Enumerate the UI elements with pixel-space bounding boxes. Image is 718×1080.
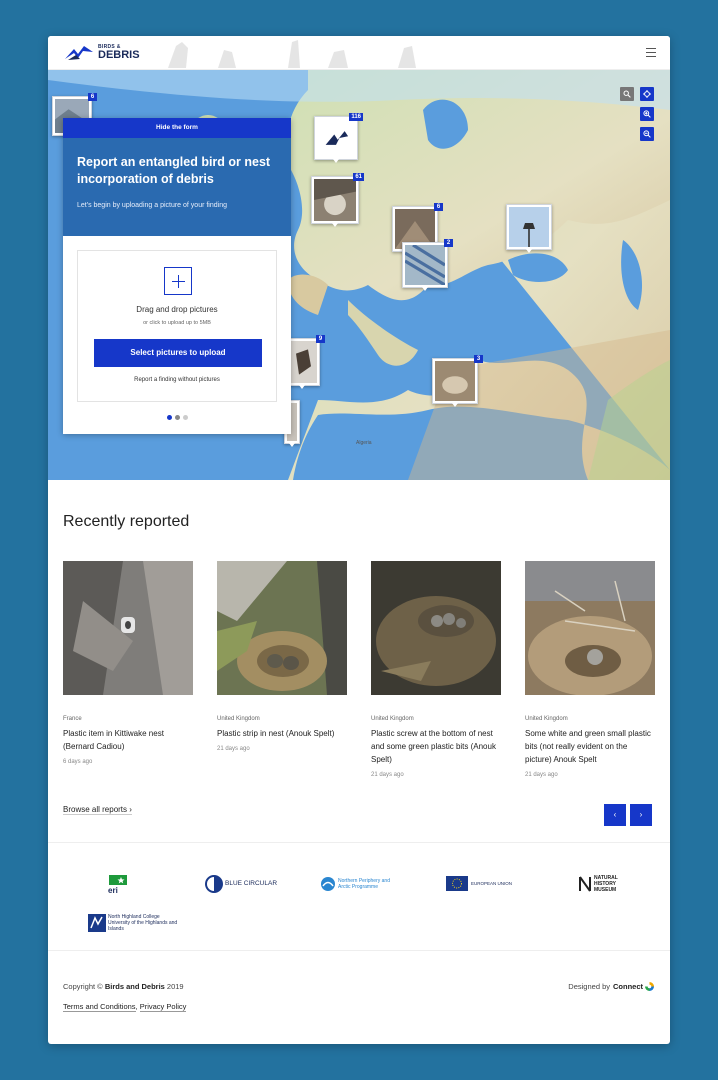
step-dot	[167, 415, 172, 420]
report-country: United Kingdom	[525, 716, 568, 722]
footer-divider	[48, 950, 670, 951]
hide-form-button[interactable]: Hide the form	[63, 118, 291, 138]
cluster-count: 6	[88, 93, 97, 101]
map-cluster-marker[interactable]	[402, 240, 451, 288]
cluster-count: 3	[474, 355, 483, 363]
locate-button[interactable]	[640, 87, 654, 101]
eu-flag-icon	[446, 876, 468, 891]
report-photo	[63, 561, 193, 695]
zoom-in-button[interactable]	[640, 107, 654, 121]
search-map-button[interactable]	[620, 87, 634, 101]
partner-name: BLUE CIRCULAR	[225, 880, 278, 887]
partner-name: NATURAL HISTORY MUSEUM	[594, 875, 618, 893]
partner-logo-north-highland-college[interactable]	[88, 914, 178, 932]
report-title: Plastic strip in nest (Anouk Spelt)	[217, 729, 335, 738]
zoom-out-button[interactable]	[640, 127, 654, 141]
page-frame	[48, 36, 670, 1044]
dropzone-title: Drag and drop pictures	[136, 305, 218, 314]
select-pictures-button[interactable]: Select pictures to upload	[94, 339, 262, 367]
report-photo	[371, 561, 501, 695]
map-country-label: Algeria	[356, 440, 372, 446]
privacy-link[interactable]: Privacy Policy	[139, 1002, 187, 1011]
nhc-logo-icon	[88, 914, 106, 932]
copyright-text	[63, 982, 184, 991]
copyright-year: 2019	[166, 982, 184, 991]
form-subtitle: Let's begin by uploading a picture of your finding	[77, 202, 227, 209]
designed-by-credit[interactable]	[568, 982, 654, 991]
logo-small-text: BIRDS &	[98, 44, 121, 50]
report-card[interactable]	[525, 561, 655, 778]
report-date: 21 days ago	[525, 772, 558, 778]
zoom-in-icon	[643, 110, 651, 118]
report-photo	[217, 561, 347, 695]
map-cluster-marker[interactable]	[314, 114, 361, 160]
report-country: United Kingdom	[371, 716, 414, 722]
report-form-panel	[63, 118, 291, 434]
map-cluster-marker[interactable]	[506, 204, 552, 250]
dropzone-subtitle: or click to upload up to 5MB	[143, 320, 211, 326]
report-country: France	[63, 716, 82, 722]
cluster-count: 6	[434, 203, 443, 211]
connect-logo-icon	[645, 982, 654, 991]
add-picture-plus-icon[interactable]	[164, 267, 192, 295]
step-dot	[175, 415, 180, 420]
cluster-thumbnail	[405, 245, 445, 285]
copyright-prefix: Copyright ©	[63, 982, 103, 991]
zoom-out-icon	[643, 130, 651, 138]
cluster-thumbnail	[435, 361, 475, 401]
partner-name: eri	[108, 886, 118, 895]
form-step-dots	[167, 415, 188, 420]
copyright-owner: Birds and Debris	[104, 982, 165, 991]
crosshair-icon	[643, 90, 651, 98]
cluster-thumbnail	[287, 341, 317, 383]
recently-reported-heading: Recently reported	[63, 513, 190, 530]
blue-circular-logo-icon	[205, 875, 223, 893]
report-title: Plastic item in Kittiwake nest (Bernard Cadiou)	[63, 729, 164, 751]
cluster-logo-thumbnail	[317, 119, 355, 157]
logo-big-text: DEBRIS	[98, 49, 140, 61]
cluster-thumbnail	[509, 207, 549, 247]
designed-by-label: Designed by	[568, 982, 610, 991]
recent-reports-carousel	[63, 561, 663, 801]
report-country: United Kingdom	[217, 716, 260, 722]
section-divider	[48, 842, 670, 843]
partner-name: EUROPEAN UNION	[471, 880, 513, 886]
partner-logo-northern-periphery[interactable]	[320, 875, 398, 893]
bird-silhouettes-decoration	[158, 38, 458, 68]
cluster-count: 9	[316, 335, 325, 343]
nhm-logo-icon	[578, 875, 592, 893]
cluster-count: 2	[444, 239, 453, 247]
carousel-next-button[interactable]: ›	[630, 804, 652, 826]
map-cluster-marker[interactable]	[432, 356, 481, 404]
terms-link[interactable]: Terms and Conditions	[63, 1002, 136, 1011]
form-title: Report an entangled bird or nest incorporation of debris	[77, 155, 271, 186]
partner-name: North Highland College University of the Highlands and Islands	[108, 914, 178, 932]
browse-all-reports-link[interactable]: Browse all reports ›	[63, 805, 132, 814]
report-title: Plastic screw at the bottom of nest and some green plastic bits (Anouk Spelt)	[371, 729, 496, 764]
partner-name: Northern Periphery and Arctic Programme	[338, 878, 390, 890]
report-date: 21 days ago	[371, 772, 404, 778]
report-card[interactable]	[371, 561, 501, 778]
legal-links: Terms and Conditions, Privacy Policy	[63, 1002, 187, 1011]
npa-logo-icon	[320, 875, 336, 893]
report-photo	[525, 561, 655, 695]
cluster-count: 61	[355, 174, 362, 180]
hamburger-menu-icon[interactable]	[646, 48, 656, 57]
report-card[interactable]	[217, 561, 347, 752]
report-card[interactable]	[63, 561, 193, 765]
carousel-prev-button[interactable]: ‹	[604, 804, 626, 826]
site-header	[48, 36, 670, 70]
report-date: 6 days ago	[63, 759, 93, 765]
cluster-count: 116	[351, 114, 361, 120]
report-date: 21 days ago	[217, 746, 250, 752]
designer-name: Connect	[613, 982, 643, 991]
map-cluster-marker[interactable]	[311, 174, 362, 224]
partner-logo-natural-history-museum[interactable]	[578, 875, 616, 893]
partner-logo-eri[interactable]	[106, 874, 118, 894]
site-logo[interactable]	[64, 43, 140, 63]
partner-logo-blue-circular[interactable]	[205, 875, 277, 893]
cluster-thumbnail	[314, 179, 356, 221]
picture-dropzone[interactable]	[77, 250, 277, 402]
partner-logo-european-union[interactable]	[446, 876, 512, 891]
report-without-pictures-link[interactable]: Report a finding without pictures	[134, 377, 220, 383]
bird-logo-icon	[64, 43, 94, 63]
search-icon	[623, 90, 631, 98]
step-dot	[183, 415, 188, 420]
form-header	[63, 138, 291, 236]
report-title: Some white and green small plastic bits (not really evident on the picture) Anouk Spelt	[525, 729, 651, 764]
